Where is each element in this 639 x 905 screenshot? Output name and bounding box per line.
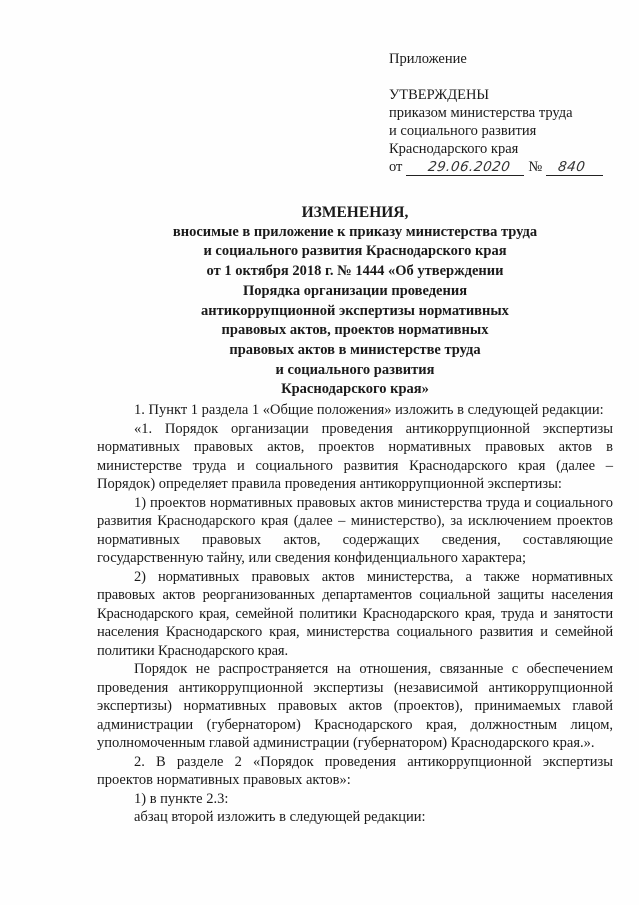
approval-line-1: приказом министерства труда — [389, 105, 573, 121]
paragraph-8: абзац второй изложить в следующей редакции: — [134, 809, 426, 825]
from-label: от — [389, 159, 403, 175]
paragraph-4: 2) нормативных правовых актов министерства, а также нормативных правовых актов реорганизованных департаментов социальной защиты населения Краснодарского края, семейной политики Краснодарского края, труда и занятости населения Краснодарского края, министерства социального развития и семейной политики Краснодарского края. — [97, 568, 613, 659]
document-body — [97, 401, 613, 827]
paragraph-6: 2. В разделе 2 «Порядок проведения антикоррупционной экспертизы проектов нормативных правовых актов»: — [97, 753, 613, 788]
date-underline — [406, 159, 524, 176]
document-title — [140, 203, 570, 400]
approval-block — [389, 50, 603, 176]
appendix-label: Приложение — [389, 51, 467, 67]
handwritten-number: 840 — [557, 159, 587, 175]
title-line: антикоррупционной экспертизы нормативных — [201, 302, 509, 319]
paragraph-2: «1. Порядок организации проведения антикоррупционной экспертизы нормативных правовых актов, проектов нормативных правовых актов в министерстве труда и социального развития Краснодарского края (далее – Порядок) определяет правила проведения антикоррупционной экспертизы: — [97, 420, 613, 492]
title-line: правовых актов в министерстве труда — [229, 341, 481, 358]
handwritten-date: 29.06.2020 — [427, 159, 512, 175]
title-line: Порядка организации проведения — [242, 282, 468, 299]
approval-line-2: и социального развития — [389, 123, 537, 139]
paragraph-3: 1) проектов нормативных правовых актов министерства труда и социального развития Краснодарского края (далее – министерство), за исключением проектов нормативных правовых актов, содержащих сведения, составляющие государственную тайну, или сведения конфиденциального характера; — [97, 494, 613, 566]
title-line: и социального развития — [275, 361, 435, 378]
title-line: правовых актов, проектов нормативных — [221, 322, 489, 339]
number-underline — [546, 159, 603, 176]
paragraph-7: 1) в пункте 2.3: — [134, 790, 229, 807]
number-label: № — [528, 159, 543, 175]
title-line: от 1 октября 2018 г. № 1444 «Об утверждении — [206, 263, 504, 280]
title-line: Краснодарского края» — [281, 381, 429, 398]
paragraph-5: Порядок не распространяется на отношения, связанные с обеспечением проведения антикоррупционной экспертизы (независимой антикоррупционной экспертизы) нормативных правовых актов (проектов), принимаемых главой администрации (губернатором) Краснодарского края, должностным лицом, уполномоченным главой администрации (губернатором) Краснодарского края.». — [97, 661, 613, 751]
approved-label: УТВЕРЖДЕНЫ — [389, 87, 490, 103]
paragraph-1: 1. Пункт 1 раздела 1 «Общие положения» изложить в следующей редакции: — [134, 402, 604, 418]
approval-line-3: Краснодарского края — [389, 141, 519, 157]
title-line: и социального развития Краснодарского края — [203, 243, 507, 260]
title-line: вносимые в приложение к приказу министерства труда — [172, 223, 538, 240]
title-heading: ИЗМЕНЕНИЯ, — [301, 204, 409, 221]
approval-date-number-line — [389, 158, 603, 176]
